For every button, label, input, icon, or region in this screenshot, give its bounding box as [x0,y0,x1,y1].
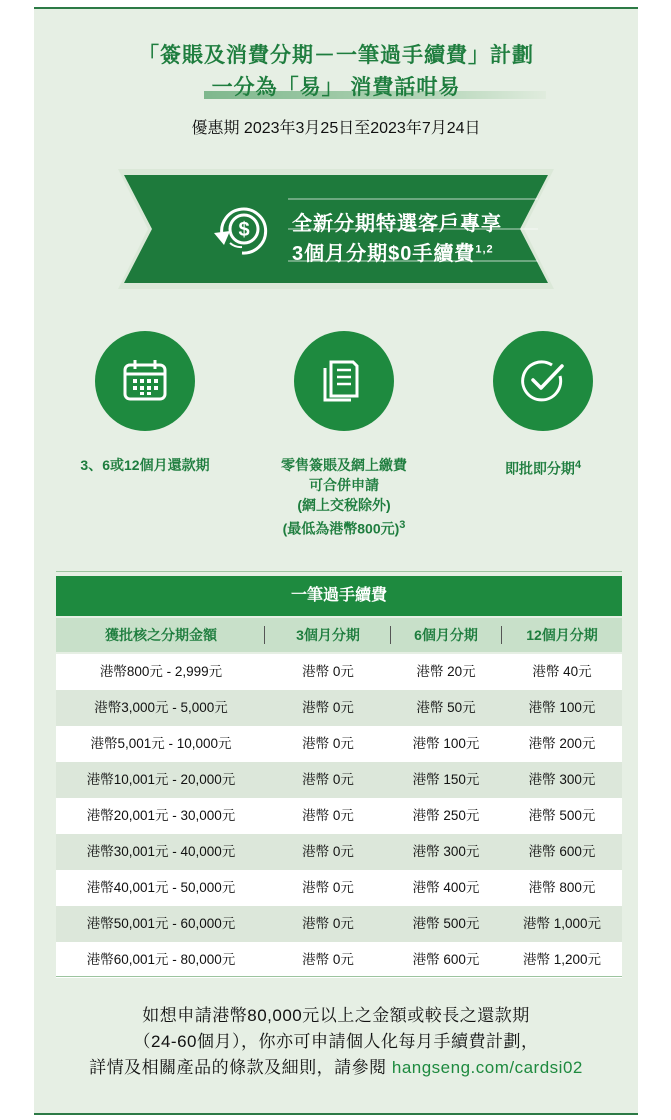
table-bottom-rule [56,976,622,977]
footer-line2: （24-60個月），你亦可申請個人化每月手續費計劃， [133,1032,539,1051]
table-row [56,654,622,690]
cell-amount: 港幣5,001元 - 10,000元 [90,736,232,751]
cell-6-months: 港幣 600元 [412,952,480,967]
table-row [56,726,622,762]
table-row [56,690,622,726]
column-header-amount: 獲批核之分期金額 [105,627,217,643]
table-row [56,762,622,798]
table-row [56,906,622,942]
svg-text:$: $ [238,219,250,241]
cell-6-months: 港幣 20元 [416,664,476,679]
cell-12-months: 港幣 1,200元 [522,952,602,967]
feature-combined-application: 零售簽賬及網上繳費 可合併申請 (網上交稅除外) (最低為港幣800元)$^3$ [281,457,407,537]
footer-line3: 詳情及相關產品的條款及細則，請參閱 hangseng.com/cardsi02 [89,1058,583,1077]
banner-line1: 全新分期特選客戶專享 [292,213,502,235]
cell-3-months: 港幣 0元 [302,916,354,931]
cell-6-months: 港幣 100元 [412,736,480,751]
cell-12-months: 港幣 800元 [528,880,596,895]
title-line1: 「簽賬及消費分期－一筆過手續費」計劃 [138,44,534,67]
title-line2: 一分為「易」 消費話咁易 [211,76,461,99]
document-icon [319,356,369,406]
cell-3-months: 港幣 0元 [302,664,354,679]
footer-line1: 如想申請港幣80,000元以上之金額或較長之還款期 [142,1006,530,1025]
promo-panel [34,7,638,1115]
cell-6-months: 港幣 300元 [412,844,480,859]
cell-12-months: 港幣 40元 [532,664,592,679]
cell-12-months: 港幣 600元 [528,844,596,859]
cell-amount: 港幣20,001元 - 30,000元 [86,808,236,823]
cell-amount: 港幣3,000元 - 5,000元 [94,700,228,715]
cell-6-months: 港幣 50元 [416,700,476,715]
cell-amount: 港幣40,001元 - 50,000元 [86,880,236,895]
cell-3-months: 港幣 0元 [302,844,354,859]
banner-line2: 3個月分期$0手續費$^{1,2}$ [292,243,494,265]
terms-link[interactable]: hangseng.com/cardsi02 [391,1058,583,1077]
checkmark-icon-circle [493,331,593,431]
cell-3-months: 港幣 0元 [302,772,354,787]
document-icon-circle [294,331,394,431]
table-title: 一筆過手續費 [56,576,622,616]
promo-banner [118,169,554,289]
cell-3-months: 港幣 0元 [302,700,354,715]
calendar-icon [120,356,170,406]
cell-3-months: 港幣 0元 [302,736,354,751]
cell-amount: 港幣30,001元 - 40,000元 [86,844,236,859]
cell-6-months: 港幣 500元 [412,916,480,931]
cell-6-months: 港幣 150元 [412,772,480,787]
calendar-icon-circle [95,331,195,431]
table-column-headers [56,618,622,652]
cell-amount: 港幣60,001元 - 80,000元 [86,952,236,967]
money-cycle-icon [210,201,274,261]
table-row [56,870,622,906]
cell-3-months: 港幣 0元 [302,880,354,895]
table-top-rule [56,571,622,572]
cell-12-months: 港幣 1,000元 [522,916,602,931]
cell-12-months: 港幣 200元 [528,736,596,751]
cell-amount: 港幣10,001元 - 20,000元 [86,772,236,787]
table-row [56,834,622,870]
table-row [56,798,622,834]
cell-12-months: 港幣 500元 [528,808,596,823]
cell-amount: 港幣800元 - 2,999元 [99,664,223,679]
cell-6-months: 港幣 250元 [412,808,480,823]
checkmark-icon [518,356,568,406]
offer-period: 優惠期 2023年3月25日至2023年7月24日 [191,120,481,137]
column-header-12-months: 12個月分期 [526,627,598,643]
cell-3-months: 港幣 0元 [302,952,354,967]
cell-12-months: 港幣 300元 [528,772,596,787]
column-divider [264,626,265,644]
feature-repayment-period: 3、6或12個月還款期 [80,457,210,473]
cell-12-months: 港幣 100元 [528,700,596,715]
feature-instant-approval: 即批即分期$^4$ [504,459,582,477]
table-row [56,942,622,978]
column-header-3-months: 3個月分期 [296,627,360,643]
cell-amount: 港幣50,001元 - 60,000元 [86,916,236,931]
cell-6-months: 港幣 400元 [412,880,480,895]
column-header-6-months: 6個月分期 [414,627,478,643]
cell-3-months: 港幣 0元 [302,808,354,823]
